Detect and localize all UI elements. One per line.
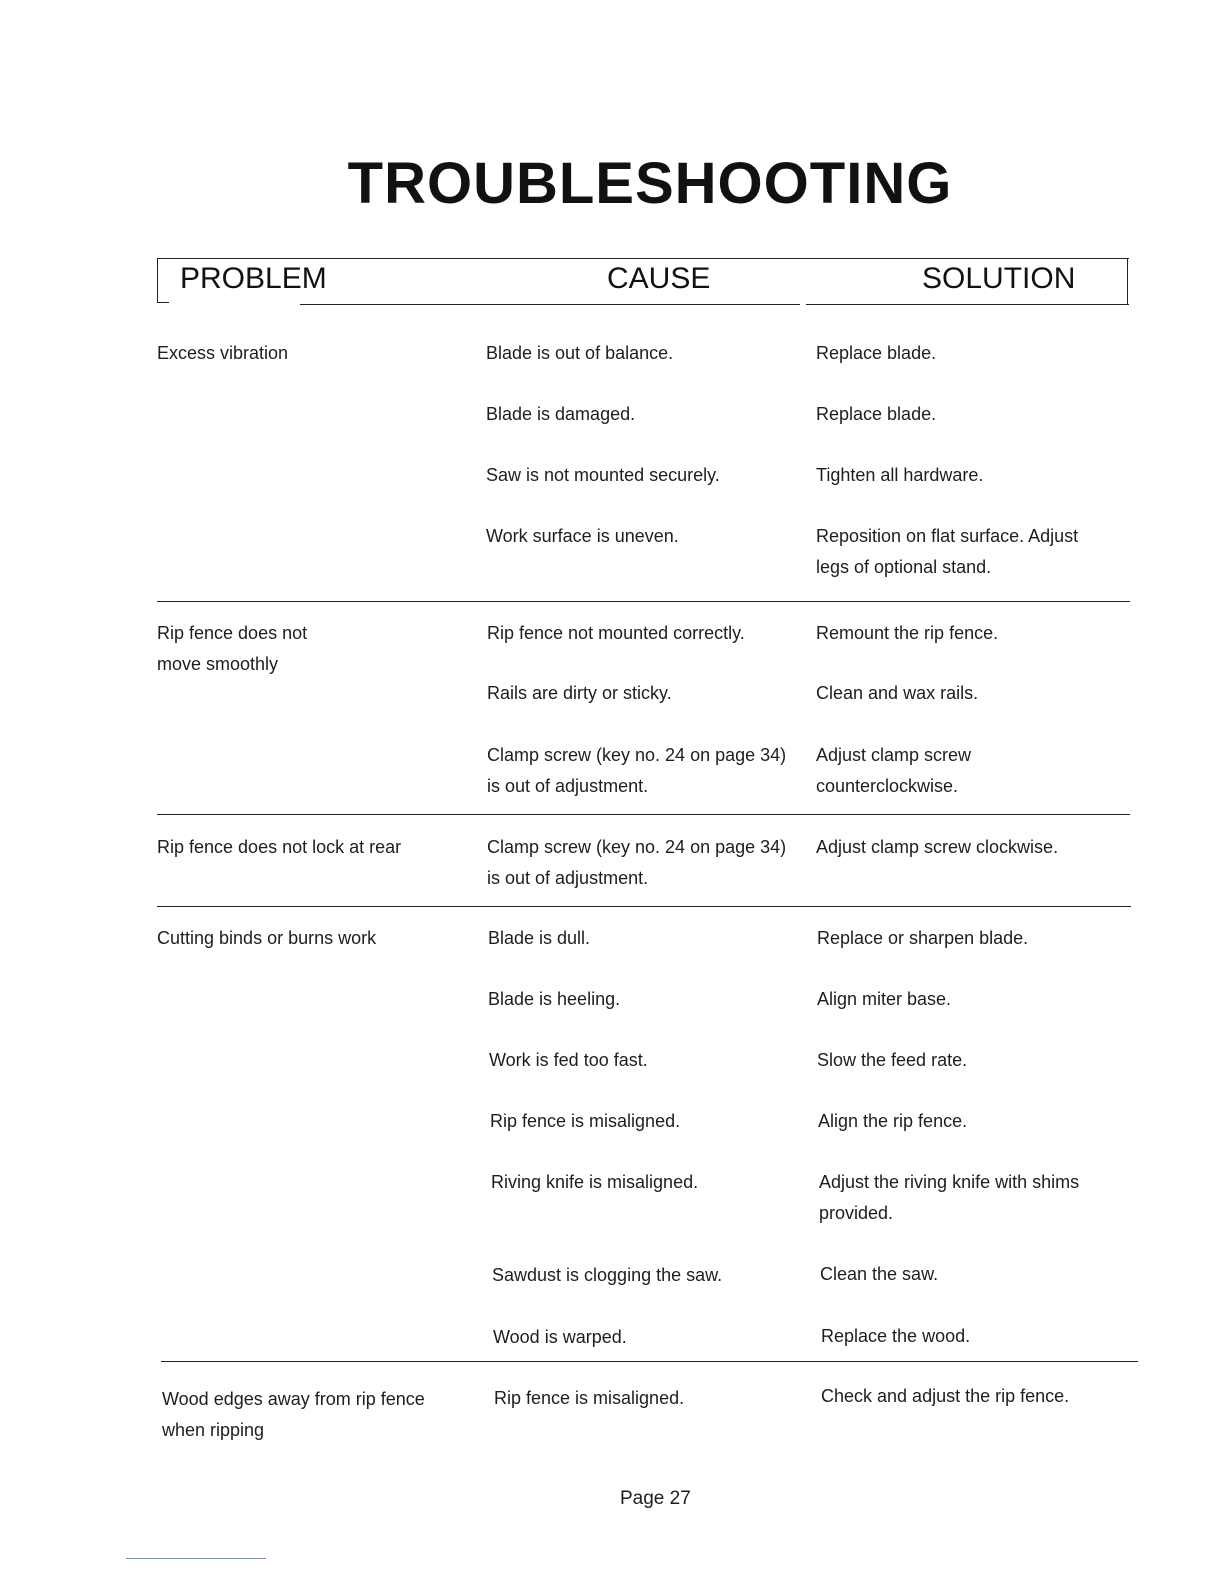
problem-cell: Wood edges away from rip fence when ripping [162,1389,425,1440]
cause-cell: Work is fed too fast. [489,1050,648,1070]
cause-cell: Saw is not mounted securely. [486,465,720,485]
cause-cell: Rip fence is misaligned. [490,1111,681,1131]
row-divider [161,1361,1138,1362]
problem-cell: Cutting binds or burns work [157,928,377,948]
solution-cell: Replace or sharpen blade. [817,928,1029,948]
solution-cell: Check and adjust the rip fence. [821,1386,1070,1406]
problem-cell: Rip fence does not move smoothly [157,623,308,674]
row-divider [157,906,1131,907]
solution-cell: Replace blade. [816,343,937,363]
solution-cell: Align the rip fence. [818,1111,968,1131]
page-title: TROUBLESHOOTING [347,151,953,216]
cause-cell: Blade is heeling. [488,989,621,1009]
header-top-rule [157,258,1129,259]
cause-cell: Riving knife is misaligned. [491,1172,699,1192]
cause-cell: Rails are dirty or sticky. [487,683,672,703]
header-bottom-rule [157,302,169,303]
solution-cell: Adjust clamp screw clockwise. [816,837,1059,857]
solution-cell: Replace the wood. [821,1326,971,1346]
solution-cell: Adjust the riving knife with shims provided. [819,1172,1080,1223]
solution-cell: Adjust clamp screw counterclockwise. [816,745,972,796]
solution-cell: Reposition on flat surface. Adjust legs of optional stand. [816,526,1079,577]
cause-cell: Clamp screw (key no. 24 on page 34) is out of adjustment. [487,745,787,796]
column-header-solution: SOLUTION [922,262,1076,295]
row-divider [157,814,1130,815]
cause-cell: Blade is damaged. [486,404,636,424]
solution-cell: Remount the rip fence. [816,623,999,643]
solution-cell: Replace blade. [816,404,937,424]
cause-cell: Rip fence not mounted correctly. [487,623,745,643]
cause-cell: Blade is out of balance. [486,343,674,363]
header-bottom-rule [300,304,800,305]
problem-cell: Rip fence does not lock at rear [157,837,402,857]
row-divider [157,601,1130,602]
column-header-cause: CAUSE [607,262,711,295]
cause-cell: Sawdust is clogging the saw. [492,1265,723,1285]
header-right-rule [1127,258,1128,305]
solution-cell: Align miter base. [817,989,952,1009]
problem-cell: Excess vibration [157,343,289,363]
column-header-problem: PROBLEM [180,262,327,295]
solution-cell: Tighten all hardware. [816,465,984,485]
header-bottom-rule [806,304,1129,305]
cause-cell: Blade is dull. [488,928,591,948]
footer-rule [126,1558,266,1559]
solution-cell: Clean and wax rails. [816,683,979,703]
cause-cell: Wood is warped. [493,1327,627,1347]
cause-cell: Work surface is uneven. [486,526,679,546]
header-left-rule [157,258,158,302]
cause-cell: Clamp screw (key no. 24 on page 34) is out of adjustment. [487,837,787,888]
solution-cell: Clean the saw. [820,1264,939,1284]
cause-cell: Rip fence is misaligned. [494,1388,685,1408]
solution-cell: Slow the feed rate. [817,1050,968,1070]
page-number: Page 27 [620,1488,691,1509]
